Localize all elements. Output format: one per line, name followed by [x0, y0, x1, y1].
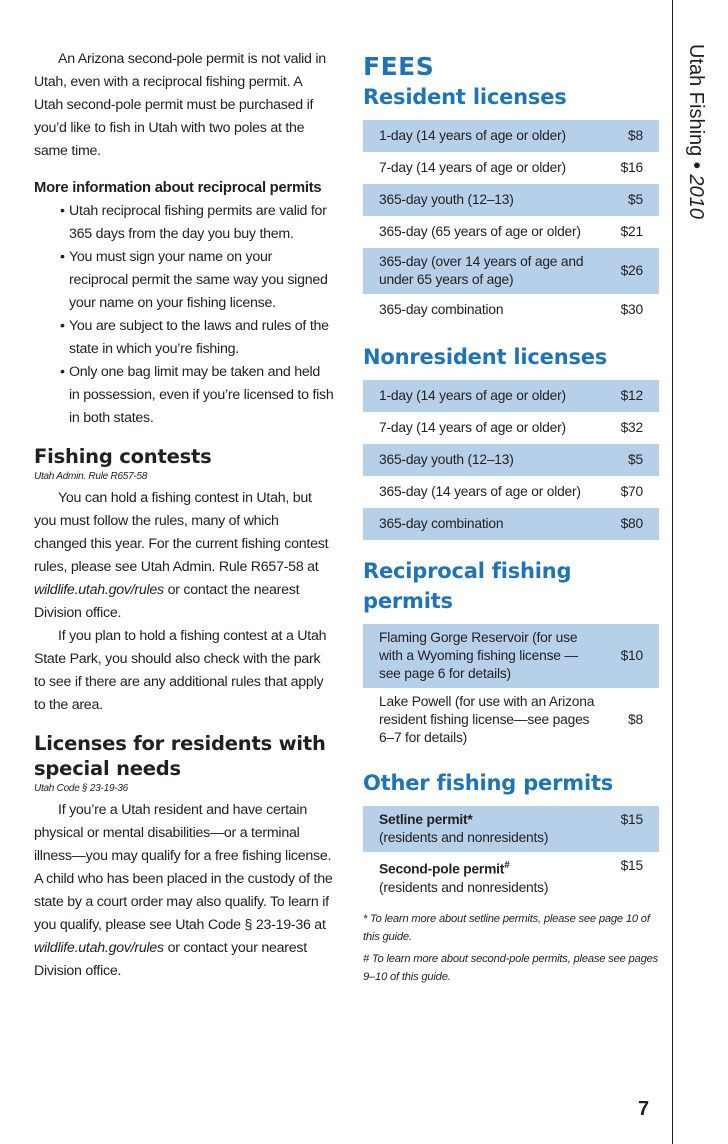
other-permits-heading: Other fishing permits — [363, 771, 614, 795]
setline-footnote: * To learn more about setline permits, please see page 10 of this guide. — [363, 912, 650, 943]
contests-paragraph-1: You can hold a fishing contest in Utah, but you must follow the rules, many of which changed this year. For the current fishing contest rules, please see Utah Admin. Rule R657-58 at wildlife.utah.gov/rules or contact the nearest Division office. — [34, 490, 329, 621]
special-needs-paragraph: If you’re a Utah resident and have certain physical or mental disabilities—or a terminal illness—you may qualify for a free fishing license. A child who has been placed in the custody of the state by a court order may also qualify. To learn if you qualify, please see Utah Code § 23-19-36 at wildlife.utah.gov/rules or contact your nearest Division office. — [34, 802, 333, 979]
table-row: 1-day (14 years of age or older) $12 — [363, 380, 659, 412]
second-pole-permit-sub: (residents and nonresidents) — [379, 879, 549, 895]
other-permits-table — [363, 806, 659, 902]
table-row: 7-day (14 years of age or older) $16 — [379, 160, 643, 175]
table-row: Lake Powell (for use with an Arizona resident fishing license—see pages 6–7 for details) $8 — [379, 694, 643, 745]
special-needs-citation: Utah Code § 23-19-36 — [34, 783, 128, 794]
page-number: 7 — [638, 1098, 650, 1120]
table-row: Second-pole permit# (residents and nonresidents) $15 — [379, 858, 643, 895]
intro-paragraph: An Arizona second-pole permit is not valid in Utah, even with a reciprocal fishing permit. A Utah second-pole permit must be purchased if you’d like to fish in Utah with two poles at the same time. — [34, 51, 326, 159]
second-pole-permit-price: $15 — [620, 858, 643, 873]
wildlife-rules-link[interactable]: wildlife.utah.gov/rules — [34, 582, 164, 598]
table-row: 365-day (over 14 years of age and under 65 years of age) $26 — [363, 248, 659, 294]
second-pole-footnote: # To learn more about second-pole permits, please see pages 9–10 of this guide. — [363, 952, 659, 983]
bullet-item: • You are subject to the laws and rules of the state in which you’re fishing. — [60, 315, 334, 361]
table-row: 365-day combination $30 — [379, 302, 643, 317]
table-row: 1-day (14 years of age or older) $8 — [363, 120, 659, 152]
table-row: 7-day (14 years of age or older) $32 — [379, 420, 643, 435]
sidebar-divider — [672, 0, 673, 1144]
table-row: Flaming Gorge Reservoir (for use with a Wyoming fishing license — see page 6 for details) $10 — [363, 624, 659, 688]
wildlife-rules-link[interactable]: wildlife.utah.gov/rules — [34, 940, 164, 956]
resident-licenses-table — [363, 120, 659, 326]
setline-permit-name: Setline permit* — [379, 812, 473, 827]
setline-permit-price: $15 — [620, 812, 643, 827]
bullet-item: • Only one bag limit may be taken and held in possession, even if you’re licensed to fish in both states. — [60, 361, 334, 430]
table-row: 365-day (14 years of age or older) $70 — [379, 484, 643, 499]
table-row: 365-day (65 years of age or older) $21 — [379, 224, 643, 239]
fees-title: FEES — [363, 52, 435, 81]
reciprocal-heading: More information about reciprocal permits — [34, 180, 322, 196]
reciprocal-bullet-list — [34, 200, 334, 430]
reciprocal-permits-heading: Reciprocal fishing permits — [363, 559, 572, 613]
table-row: 365-day youth (12–13) $5 — [363, 444, 659, 476]
contests-citation: Utah Admin. Rule R657-58 — [34, 471, 148, 482]
fishing-contests-heading: Fishing contests — [34, 445, 212, 468]
contests-paragraph-2: If you plan to hold a fishing contest at a Utah State Park, you should also check with the park to see if there are any additional rules that apply to the area. — [34, 628, 327, 713]
table-row: 365-day combination $80 — [363, 508, 659, 540]
left-column — [34, 48, 334, 983]
fees-column — [363, 52, 659, 990]
special-needs-heading: Licenses for residents with special needs — [34, 732, 326, 780]
running-head: Utah Fishing • 2010 — [685, 44, 707, 219]
reciprocal-permits-table — [363, 624, 659, 752]
nonresident-licenses-table — [363, 380, 659, 540]
bullet-item: • Utah reciprocal fishing permits are valid for 365 days from the day you buy them. — [60, 200, 334, 246]
setline-permit-sub: (residents and nonresidents) — [379, 830, 549, 845]
footnotes — [363, 910, 659, 986]
table-row — [363, 806, 659, 852]
table-row: 365-day youth (12–13) $5 — [363, 184, 659, 216]
second-pole-permit-name: Second-pole permit — [379, 861, 505, 877]
bullet-item: • You must sign your name on your reciprocal permit the same way you signed your name on your fishing license. — [60, 246, 334, 315]
nonresident-licenses-heading: Nonresident licenses — [363, 345, 608, 369]
resident-licenses-heading: Resident licenses — [363, 85, 567, 109]
